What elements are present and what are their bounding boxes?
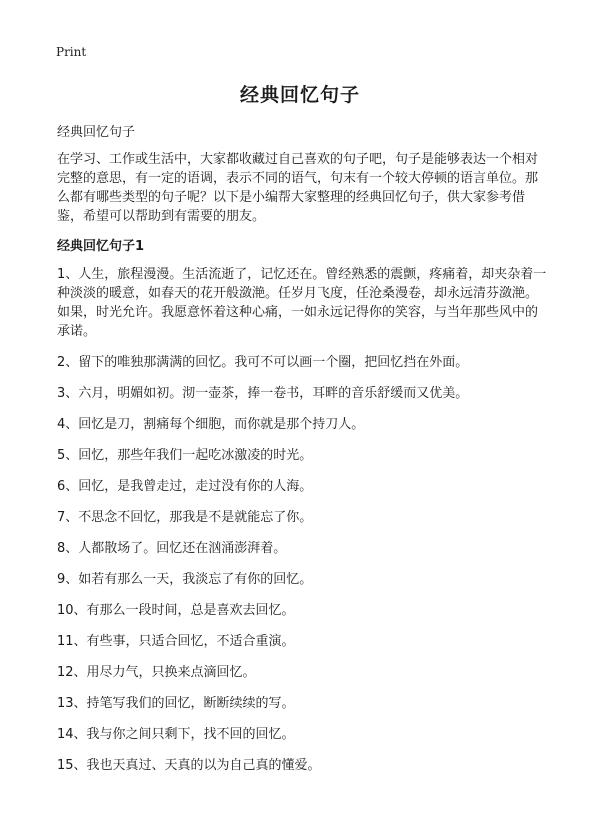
list-item: 10、有那么一段时间，总是喜欢去回忆。 [57, 603, 295, 618]
document-title: 经典回忆句子 [239, 84, 360, 106]
list-item: 9、如若有那么一天，我淡忘了有你的回忆。 [57, 572, 313, 587]
document-subtitle: 经典回忆句子 [57, 125, 136, 140]
list-item: 1、人生，旅程漫漫。生活流逝了，记忆还在。曾经熟悉的震颤，疼痛着，却夹杂着一种淡淡的暖意，如春天的花开般潋滟。任岁月飞度，任沧桑漫卷，却永远清芬潋滟。如果，时光允许。我愿意怀着这种心痛，一如永远记得你的笑容，与当年那些风中的承诺。 [57, 267, 547, 339]
list-item: 11、有些事，只适合回忆，不适合重演。 [57, 634, 295, 649]
list-item: 5、回忆，那些年我们一起吃冰激凌的时光。 [57, 448, 313, 463]
print-link[interactable]: Print [56, 45, 87, 59]
list-item: 13、持笔写我们的回忆，断断续续的写。 [57, 696, 295, 711]
list-item: 3、六月，明媚如初。沏一壶茶，捧一卷书，耳畔的音乐舒缓而又优美。 [57, 386, 469, 401]
list-item: 4、回忆是刀，割痛每个细胞，而你就是那个持刀人。 [57, 417, 365, 432]
intro-paragraph: 在学习、工作或生活中，大家都收藏过自己喜欢的句子吧，句子是能够表达一个相对完整的意思，有一定的语调，表示不同的语气，句末有一个较大停顿的语言单位。那么都有哪些类型的句子呢？以下是小编帮大家整理的经典回忆句子，供大家参考借鉴，希望可以帮助到有需要的朋友。 [57, 152, 539, 224]
list-item: 6、回忆，是我曾走过，走过没有你的人海。 [57, 479, 313, 494]
list-item: 14、我与你之间只剩下，找不回的回忆。 [57, 727, 295, 742]
list-item: 7、不思念不回忆，那我是不是就能忘了你。 [57, 510, 313, 525]
list-item: 15、我也天真过、天真的以为自己真的懂爱。 [57, 758, 321, 773]
section-heading: 经典回忆句子1 [57, 239, 145, 254]
list-item: 2、留下的唯独那满满的回忆。我可不可以画一个圈，把回忆挡在外面。 [57, 355, 469, 370]
list-item: 8、人都散场了。回忆还在汹涌澎湃着。 [57, 541, 287, 556]
quote-list [57, 265, 549, 787]
list-item: 12、用尽力气，只换来点滴回忆。 [57, 665, 256, 680]
